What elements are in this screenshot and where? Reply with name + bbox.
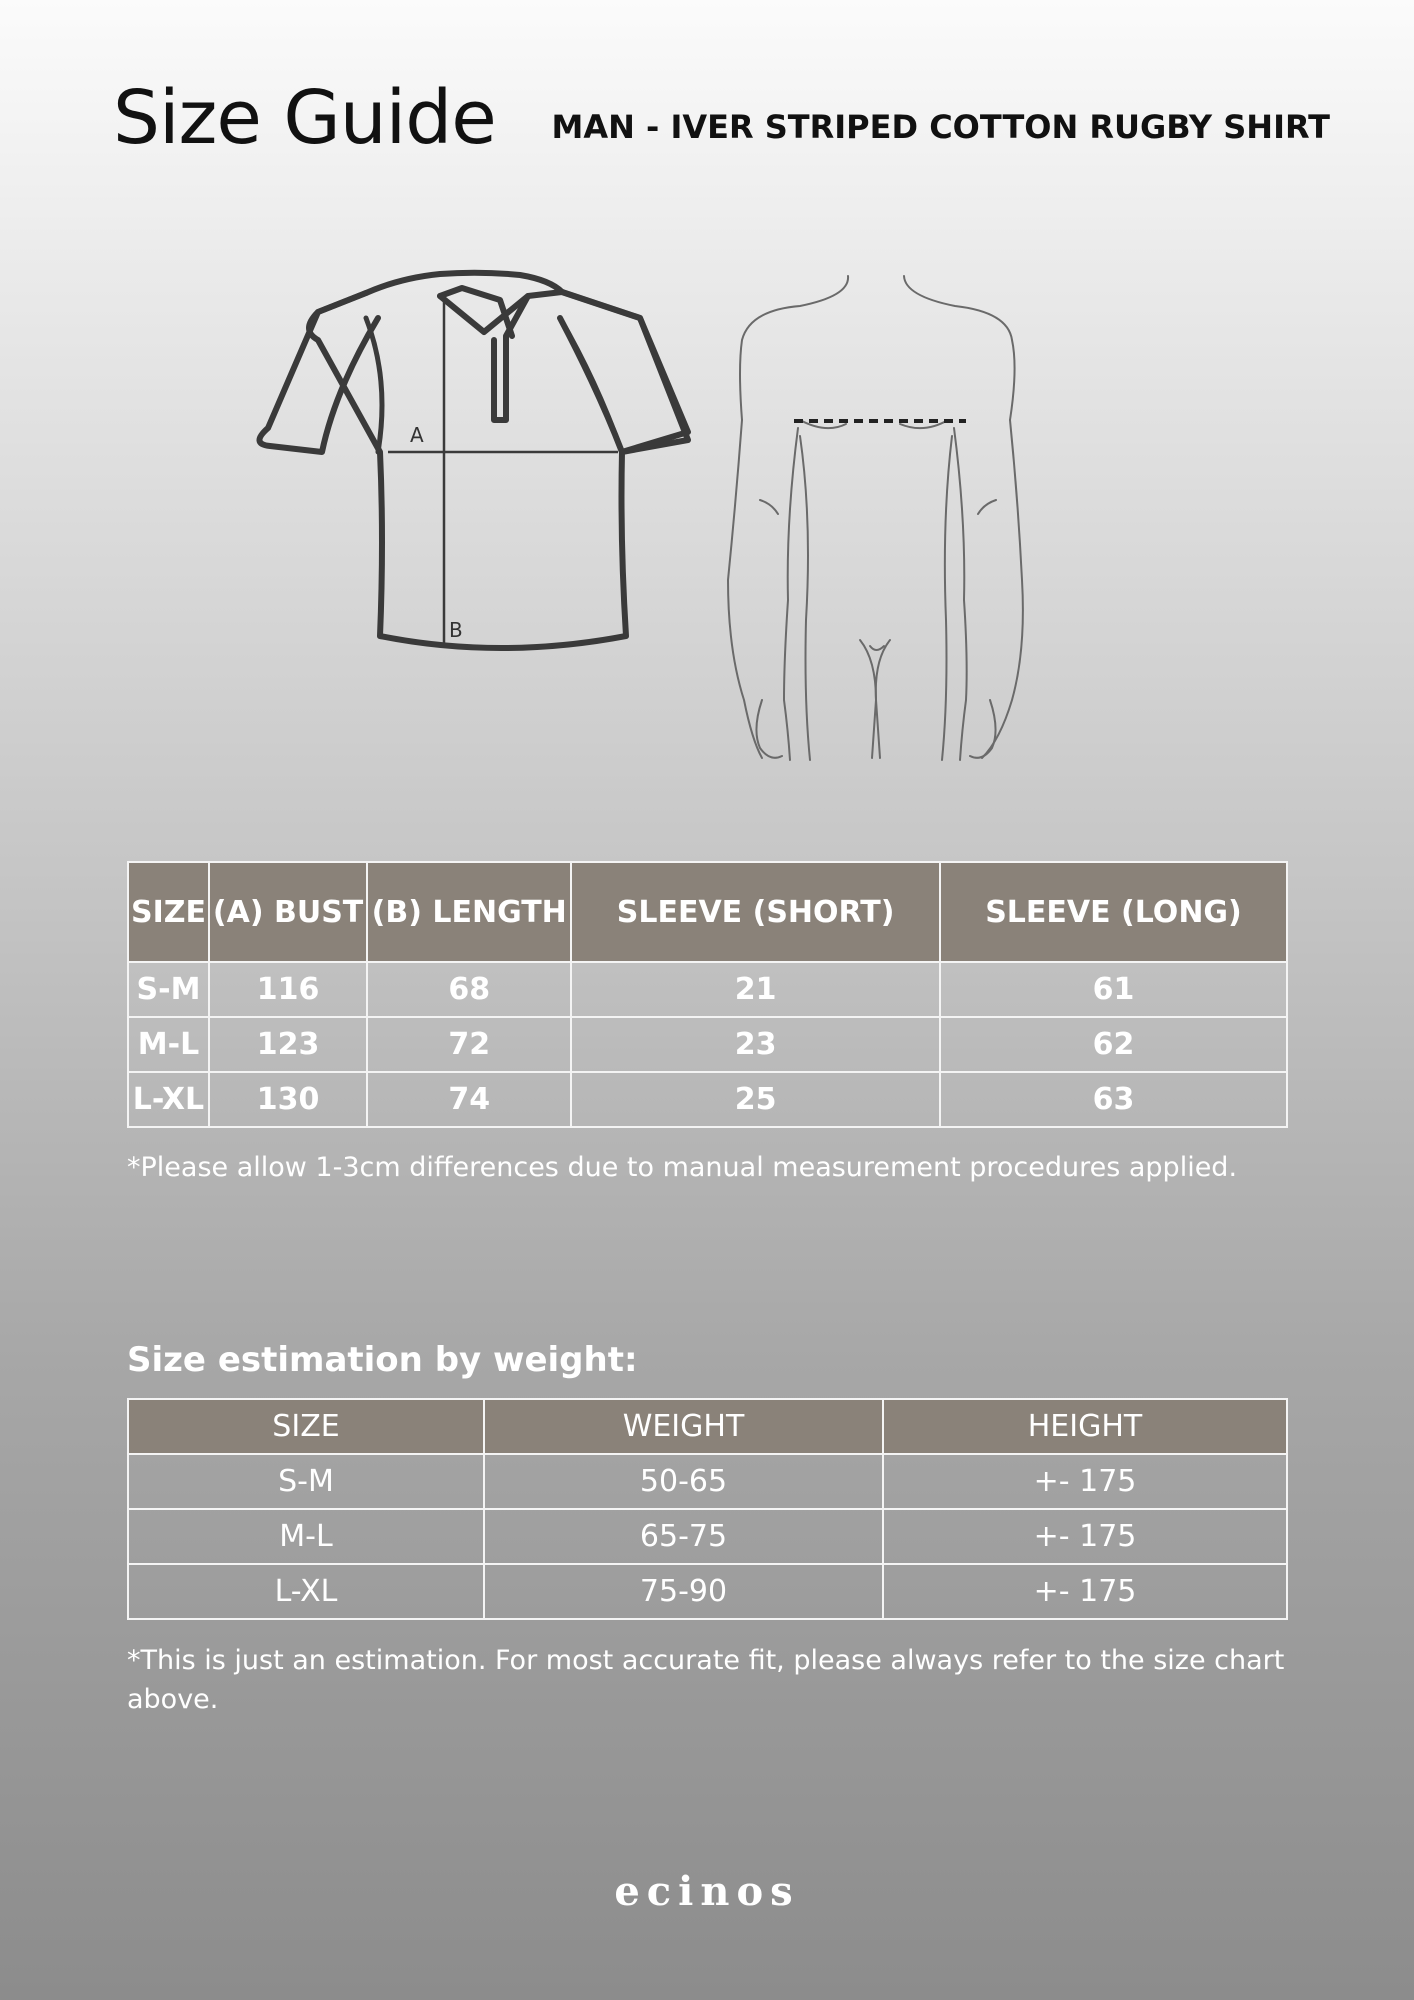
label-a: A: [410, 423, 424, 447]
table-row: [128, 962, 1287, 1017]
col-header: WEIGHT: [484, 1399, 883, 1454]
table-cell: +- 175: [883, 1509, 1287, 1564]
table-cell: L-XL: [128, 1072, 209, 1127]
table-cell: S-M: [128, 1454, 484, 1509]
measurement-illustration: [0, 0, 1414, 800]
body-figure-icon: [728, 276, 1023, 760]
table-cell: S-M: [128, 962, 209, 1017]
table-cell: 68: [367, 962, 571, 1017]
table-cell: 72: [367, 1017, 571, 1072]
product-name: MAN - IVER STRIPED COTTON RUGBY SHIRT: [551, 108, 1330, 146]
table-header-row: [128, 1399, 1287, 1454]
col-header: SLEEVE (SHORT): [571, 862, 940, 962]
table-cell: L-XL: [128, 1564, 484, 1619]
table-cell: 74: [367, 1072, 571, 1127]
table-cell: 130: [209, 1072, 367, 1127]
measurement-note: *Please allow 1-3cm differences due to manual measurement procedures applied.: [127, 1152, 1238, 1183]
table-cell: 21: [571, 962, 940, 1017]
shirt-icon: [259, 273, 688, 648]
table-row: [128, 1509, 1287, 1564]
table-row: [128, 1072, 1287, 1127]
size-chart-table: [127, 861, 1288, 1128]
col-header: HEIGHT: [883, 1399, 1287, 1454]
table-row: [128, 1454, 1287, 1509]
page-title: Size Guide: [113, 75, 496, 161]
table-cell: 62: [940, 1017, 1287, 1072]
table-cell: 75-90: [484, 1564, 883, 1619]
table-cell: 65-75: [484, 1509, 883, 1564]
estimation-note: *This is just an estimation. For most accurate fit, please always refer to the size chart above.: [127, 1645, 1285, 1716]
table-cell: +- 175: [883, 1454, 1287, 1509]
table-header-row: [128, 862, 1287, 962]
weight-section-heading: Size estimation by weight:: [127, 1340, 638, 1380]
table-cell: M-L: [128, 1017, 209, 1072]
table-cell: 123: [209, 1017, 367, 1072]
table-cell: +- 175: [883, 1564, 1287, 1619]
table-cell: 116: [209, 962, 367, 1017]
table-cell: 63: [940, 1072, 1287, 1127]
table-row: [128, 1017, 1287, 1072]
table-cell: M-L: [128, 1509, 484, 1564]
label-b: B: [449, 618, 463, 642]
col-header: (A) BUST: [209, 862, 367, 962]
table-cell: 25: [571, 1072, 940, 1127]
table-row: [128, 1564, 1287, 1619]
table-cell: 50-65: [484, 1454, 883, 1509]
table-cell: 23: [571, 1017, 940, 1072]
col-header: (B) LENGTH: [367, 862, 571, 962]
table-cell: 61: [940, 962, 1287, 1017]
col-header: SIZE: [128, 862, 209, 962]
col-header: SLEEVE (LONG): [940, 862, 1287, 962]
col-header: SIZE: [128, 1399, 484, 1454]
weight-chart-table: [127, 1398, 1288, 1620]
brand-logo: ecinos: [614, 1868, 800, 1915]
